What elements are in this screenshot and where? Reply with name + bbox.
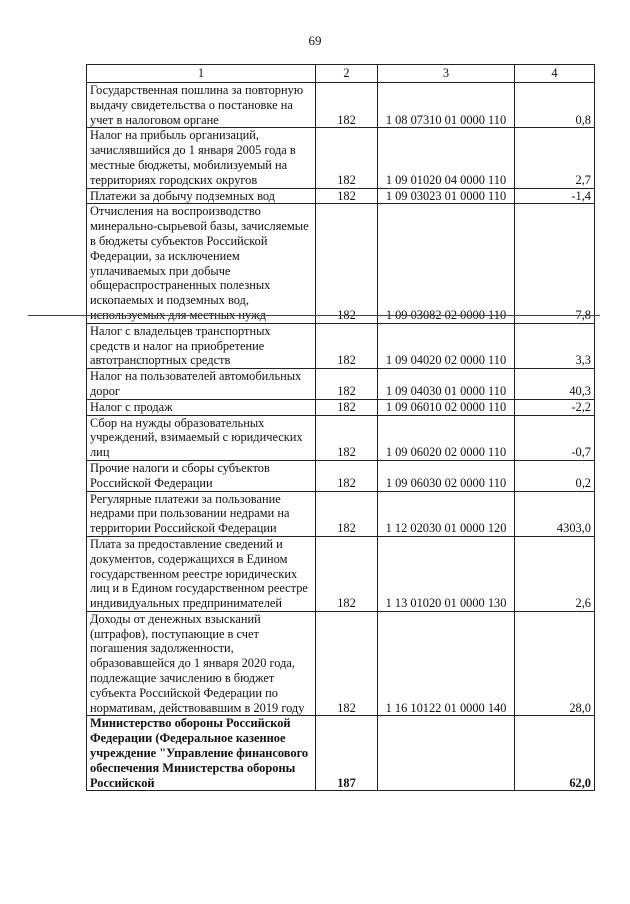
admin-code: 182	[316, 83, 378, 128]
admin-code: 182	[316, 128, 378, 188]
budget-classification-code: 1 13 01020 01 0000 130	[378, 536, 515, 611]
budget-classification-code: 1 09 06020 02 0000 110	[378, 415, 515, 460]
revenue-name: Налог с владельцев транспортных средств и налог на приобретение автотранспортных средств	[87, 323, 316, 368]
budget-classification-code: 1 09 04020 02 0000 110	[378, 323, 515, 368]
amount: 4303,0	[515, 491, 595, 536]
table-row	[87, 83, 595, 128]
amount: -2,2	[515, 399, 595, 415]
budget-classification-code: 1 09 04030 01 0000 110	[378, 369, 515, 400]
admin-code: 182	[316, 491, 378, 536]
admin-code: 182	[316, 460, 378, 491]
table-row	[87, 188, 595, 204]
amount: 62,0	[515, 716, 595, 791]
page-number: 69	[308, 33, 322, 48]
table-row	[87, 399, 595, 415]
table-row	[87, 491, 595, 536]
budget-classification-code: 1 12 02030 01 0000 120	[378, 491, 515, 536]
revenue-name: Доходы от денежных взысканий (штрафов), поступающие в счет погашения задолженности, образовавшейся до 1 января 2020 года, подлежащие зачислению в бюджет субъекта Российской Федерации по нормативам, действовавшим в 2019 году	[87, 611, 316, 716]
admin-code: 182	[316, 536, 378, 611]
amount: 28,0	[515, 611, 595, 716]
amount: 2,7	[515, 128, 595, 188]
table-row	[87, 128, 595, 188]
amount: 3,3	[515, 323, 595, 368]
admin-code: 182	[316, 399, 378, 415]
revenue-table	[86, 64, 595, 791]
column-header-2: 2	[316, 65, 378, 83]
admin-code: 182	[316, 611, 378, 716]
table-row	[87, 323, 595, 368]
revenue-name: Платежи за добычу подземных вод	[87, 188, 316, 204]
table-row	[87, 536, 595, 611]
budget-classification-code: 1 09 06010 02 0000 110	[378, 399, 515, 415]
amount: 7,8	[515, 204, 595, 323]
admin-code: 182	[316, 204, 378, 323]
budget-classification-code: 1 09 01020 04 0000 110	[378, 128, 515, 188]
amount: 2,6	[515, 536, 595, 611]
budget-classification-code: 1 08 07310 01 0000 110	[378, 83, 515, 128]
revenue-name: Сбор на нужды образовательных учреждений, взимаемый с юридических лиц	[87, 415, 316, 460]
column-header-1: 1	[87, 65, 316, 83]
budget-classification-code: 1 09 06030 02 0000 110	[378, 460, 515, 491]
strike-through-line	[28, 315, 600, 316]
admin-code: 182	[316, 415, 378, 460]
amount: -1,4	[515, 188, 595, 204]
budget-classification-code: 1 09 03082 02 0000 110	[378, 204, 515, 323]
budget-classification-code: 1 16 10122 01 0000 140	[378, 611, 515, 716]
revenue-name: Государственная пошлина за повторную выдачу свидетельства о постановке на учет в налоговом органе	[87, 83, 316, 128]
table-row	[87, 204, 595, 323]
revenue-name: Налог на прибыль организаций, зачислявшийся до 1 января 2005 года в местные бюджеты, мобилизуемый на территориях городских округов	[87, 128, 316, 188]
admin-code: 182	[316, 369, 378, 400]
table-header-row	[87, 65, 595, 83]
revenue-name: Налог на пользователей автомобильных дорог	[87, 369, 316, 400]
budget-classification-code: 1 09 03023 01 0000 110	[378, 188, 515, 204]
table-row-ministry	[87, 716, 595, 791]
amount: 40,3	[515, 369, 595, 400]
revenue-name: Министерство обороны Российской Федерации (Федеральное казенное учреждение "Управление финансового обеспечения Министерства обороны Российской	[87, 716, 316, 791]
amount: 0,2	[515, 460, 595, 491]
admin-code: 182	[316, 323, 378, 368]
admin-code: 187	[316, 716, 378, 791]
revenue-name: Отчисления на воспроизводство минерально-сырьевой базы, зачисляемые в бюджеты субъектов Российской Федерации, за исключением уплачиваемых при добыче общераспространенных полезных ископаемых и подземных вод, используемых для местных нужд	[87, 204, 316, 323]
revenue-name: Налог с продаж	[87, 399, 316, 415]
amount: 0,8	[515, 83, 595, 128]
revenue-name: Прочие налоги и сборы субъектов Российской Федерации	[87, 460, 316, 491]
column-header-4: 4	[515, 65, 595, 83]
table-row	[87, 415, 595, 460]
amount: -0,7	[515, 415, 595, 460]
table-row	[87, 460, 595, 491]
revenue-name: Плата за предоставление сведений и документов, содержащихся в Едином государственном реестре юридических лиц и в Едином государственном реестре индивидуальных предпринимателей	[87, 536, 316, 611]
table-row	[87, 369, 595, 400]
admin-code: 182	[316, 188, 378, 204]
column-header-3: 3	[378, 65, 515, 83]
revenue-name: Регулярные платежи за пользование недрами при пользовании недрами на территории Российской Федерации	[87, 491, 316, 536]
budget-classification-code	[378, 716, 515, 791]
table-row	[87, 611, 595, 716]
